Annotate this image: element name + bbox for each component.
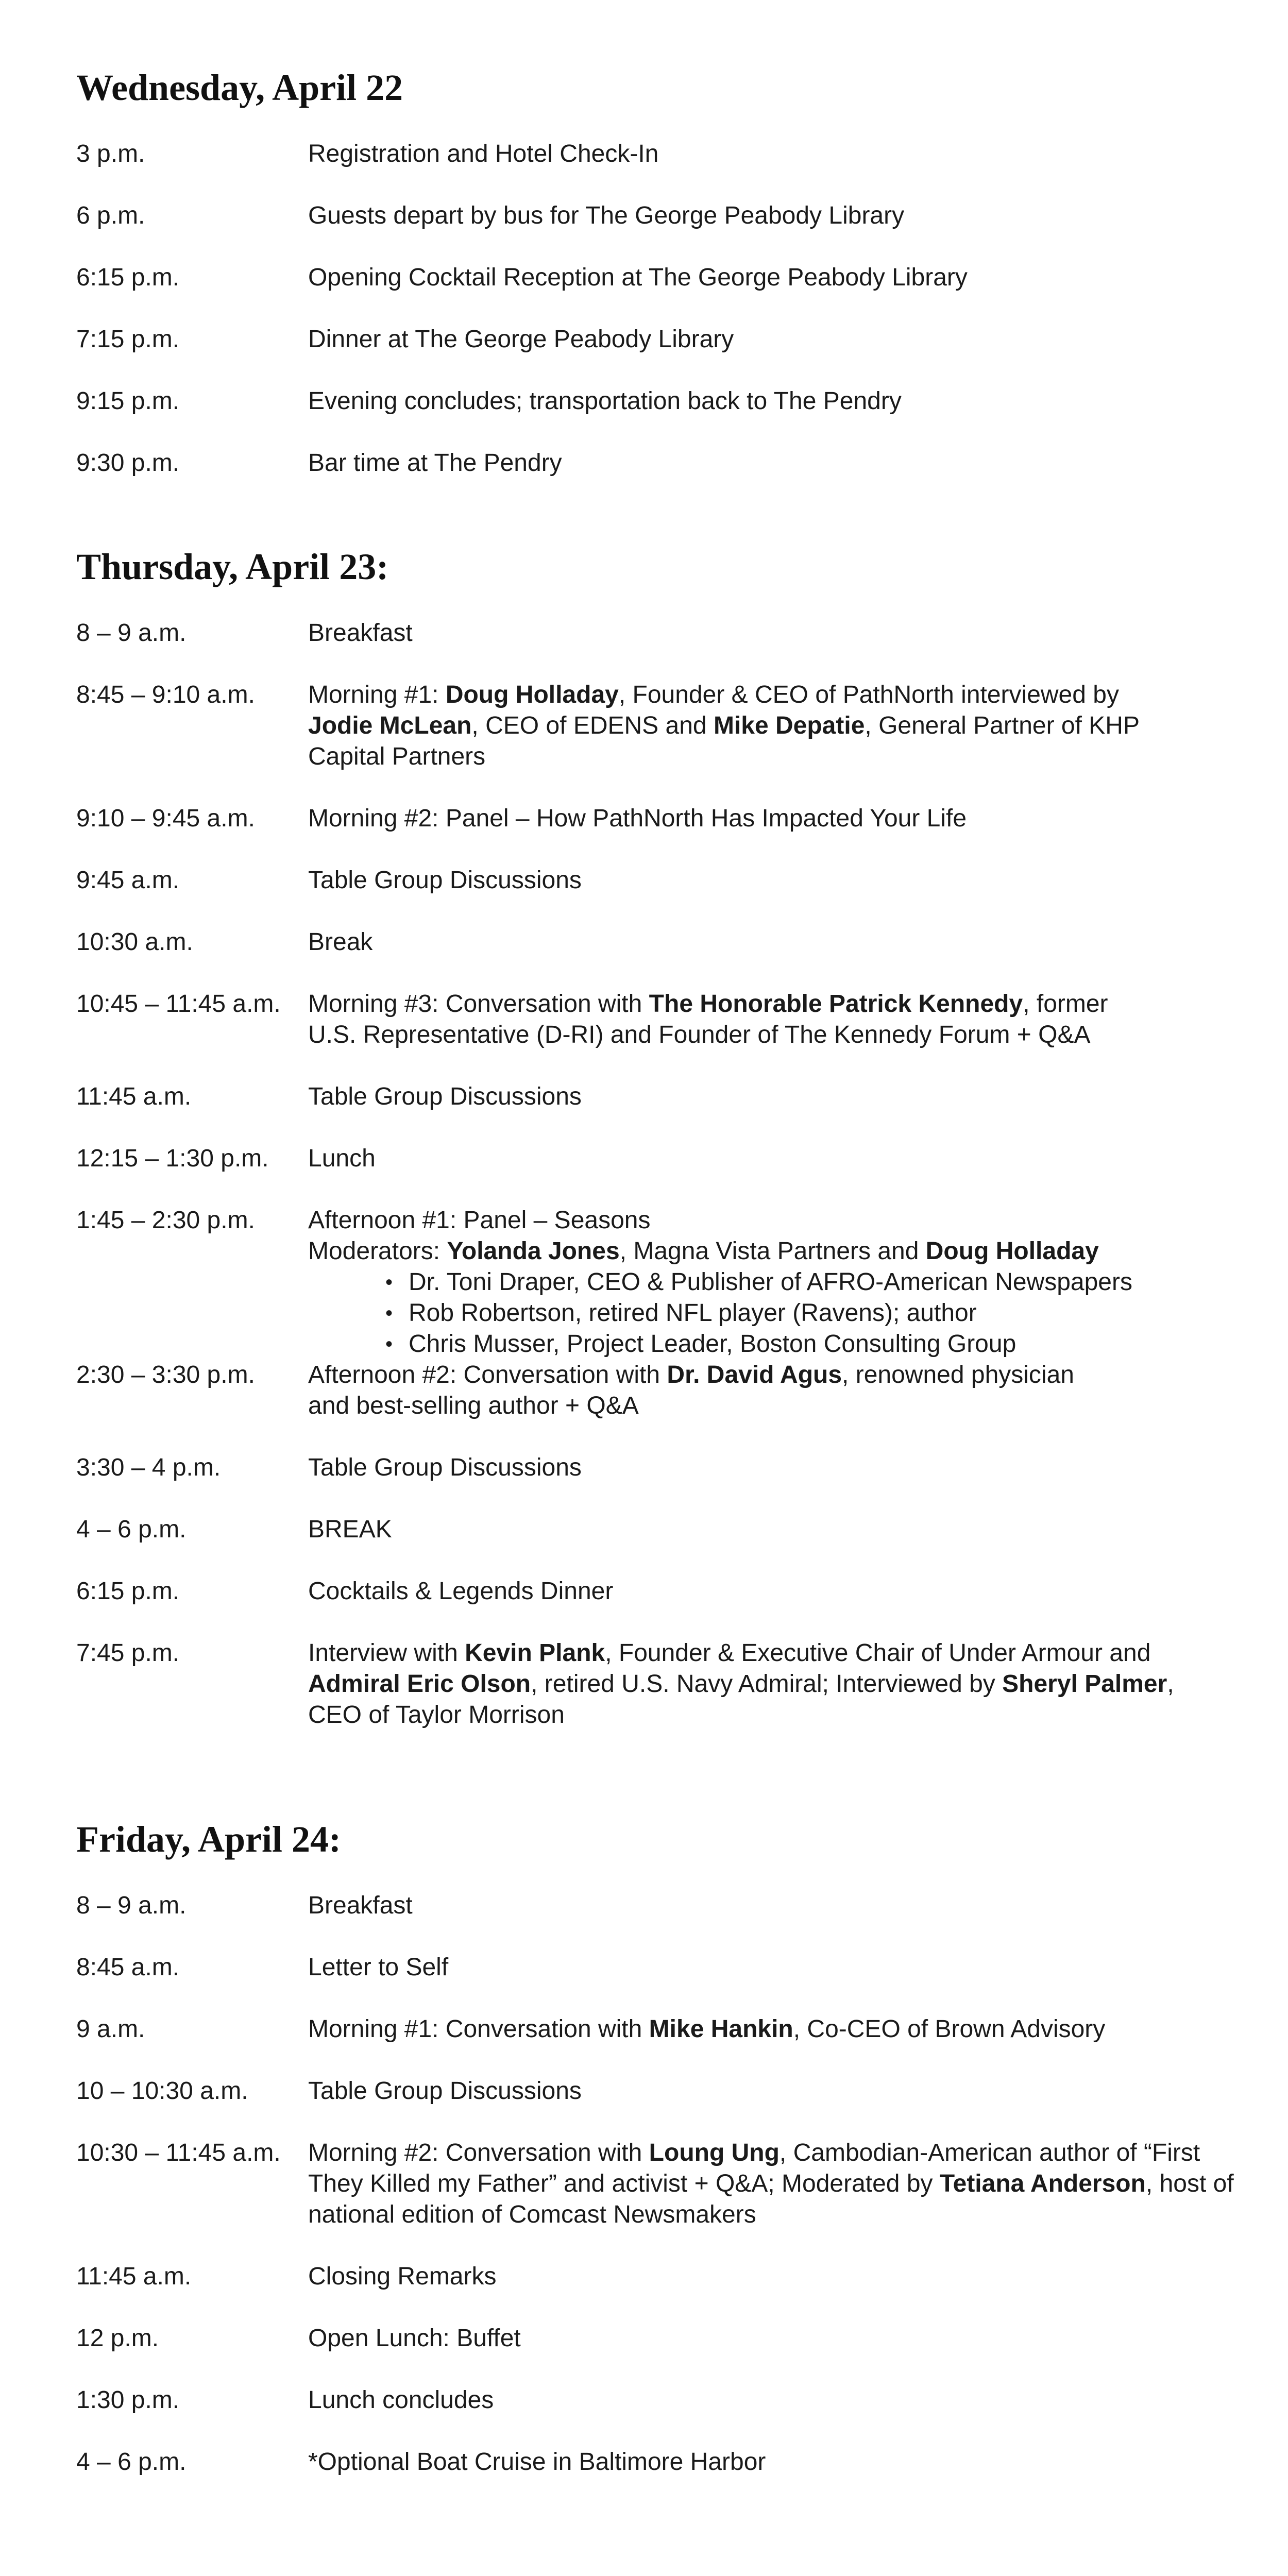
text-segment: , Founder & CEO of PathNorth interviewed by	[618, 681, 1119, 708]
event-text: Morning #2: Panel – How PathNorth Has Impacted Your Life	[308, 805, 967, 832]
agenda-row	[76, 803, 1235, 834]
time-label: 9 a.m.	[76, 2015, 145, 2043]
agenda-row	[76, 2323, 1235, 2354]
event-text	[308, 680, 1168, 772]
text-segment: Morning #1:	[308, 681, 446, 708]
event-text: Evening concludes; transportation back to The Pendry	[308, 387, 902, 415]
agenda-row	[76, 1890, 1235, 1921]
panelist-item: • Dr. Toni Draper, CEO & Publisher of AFRO-American Newspapers	[308, 1267, 1235, 1298]
event-text: Dinner at The George Peabody Library	[308, 326, 734, 353]
day-friday	[76, 1816, 1235, 2476]
speaker-name: Mike Hankin	[649, 2015, 793, 2043]
event-text: Table Group Discussions	[308, 1083, 582, 1110]
event-text: Breakfast	[308, 1892, 413, 1919]
day-thursday	[76, 544, 1235, 1728]
day-heading: Thursday, April 23:	[76, 546, 389, 587]
time-label: 9:10 – 9:45 a.m.	[76, 805, 255, 832]
event-text	[308, 1205, 1235, 1360]
time-label: 10:30 – 11:45 a.m.	[76, 2139, 281, 2166]
text-segment: , former U.S. Representative (D-RI) and Founder of The Kennedy Forum + Q&A	[308, 990, 1108, 1048]
agenda-row	[76, 139, 658, 170]
text-segment: , CEO of EDENS and	[471, 712, 714, 739]
time-label: 3 p.m.	[76, 140, 145, 167]
agenda-row	[76, 2385, 1235, 2416]
agenda-row	[76, 1452, 1235, 1483]
speaker-name: Admiral Eric Olson	[308, 1670, 531, 1698]
agenda-row	[76, 386, 902, 417]
event-text: Table Group Discussions	[308, 2077, 582, 2105]
time-label: 1:30 p.m.	[76, 2386, 180, 2414]
event-text	[308, 1360, 1112, 1421]
time-label: 4 – 6 p.m.	[76, 1516, 187, 1543]
agenda-row	[76, 2014, 1235, 2045]
agenda-row	[76, 324, 734, 355]
speaker-name: Sheryl Palmer	[1002, 1670, 1167, 1698]
day-heading: Friday, April 24:	[76, 1819, 342, 1860]
event-text: Guests depart by bus for The George Peabody Library	[308, 202, 905, 229]
event-text: *Optional Boat Cruise in Baltimore Harbor	[308, 2448, 766, 2476]
day-heading: Wednesday, April 22	[76, 67, 403, 108]
moderators-line	[308, 1236, 1235, 1267]
agenda-row	[76, 927, 1235, 958]
agenda-row	[76, 1576, 1235, 1607]
text-segment: , host of national edition of Comcast Newsmakers	[308, 2170, 1234, 2228]
text-segment: Interview with	[308, 1639, 465, 1667]
time-label: 3:30 – 4 p.m.	[76, 1454, 221, 1481]
time-label: 9:30 p.m.	[76, 449, 180, 477]
speaker-name: Doug Holladay	[925, 1238, 1099, 1265]
time-label: 6 p.m.	[76, 202, 145, 229]
text-segment: , renowned physician and best-selling author + Q&A	[308, 1361, 1074, 1419]
text-segment: , Founder & Executive Chair of Under Armour and	[605, 1639, 1151, 1667]
agenda-row	[76, 200, 904, 231]
agenda-row	[76, 989, 1235, 1050]
panelist-item: • Rob Robertson, retired NFL player (Ravens); author	[308, 1298, 1235, 1329]
text-segment: , Co-CEO of Brown Advisory	[793, 2015, 1106, 2043]
speaker-name: The Honorable Patrick Kennedy	[649, 990, 1023, 1018]
speaker-name: Doug Holladay	[445, 681, 619, 708]
time-label: 2:30 – 3:30 p.m.	[76, 1361, 255, 1388]
time-label: 9:45 a.m.	[76, 867, 180, 894]
text-segment: , General Partner of KHP Capital Partners	[308, 712, 1140, 770]
time-label: 6:15 p.m.	[76, 264, 180, 291]
text-segment: , Magna Vista Partners and	[619, 1238, 926, 1265]
time-label: 4 – 6 p.m.	[76, 2448, 187, 2476]
agenda-row	[76, 1205, 1235, 1360]
speaker-name: Jodie McLean	[308, 712, 472, 739]
event-text: Registration and Hotel Check-In	[308, 140, 659, 167]
text-segment: Morning #3: Conversation with	[308, 990, 649, 1018]
time-label: 10 – 10:30 a.m.	[76, 2077, 248, 2105]
agenda-row	[76, 2447, 1235, 2478]
text-segment: Morning #1: Conversation with	[308, 2015, 649, 2043]
text-segment: Afternoon #2: Conversation with	[308, 1361, 667, 1388]
time-label: 12 p.m.	[76, 2325, 159, 2352]
time-label: 10:45 – 11:45 a.m.	[76, 990, 281, 1018]
agenda-row	[76, 865, 1235, 896]
agenda-row	[76, 1360, 1235, 1421]
text-segment: Morning #2: Conversation with	[308, 2139, 649, 2166]
text-segment: , CEO of Taylor Morrison	[308, 1670, 1174, 1728]
agenda-row	[76, 1081, 1235, 1112]
time-label: 7:45 p.m.	[76, 1639, 180, 1667]
event-text	[308, 2138, 1235, 2230]
time-label: 11:45 a.m.	[76, 2263, 192, 2290]
text-segment: , Cambodian-American author of “First They Killed my Father” and activist + Q&A; Moderated by	[308, 2139, 1200, 2197]
event-text: Closing Remarks	[308, 2263, 497, 2290]
time-label: 12:15 – 1:30 p.m.	[76, 1145, 269, 1172]
agenda-row	[76, 2261, 1235, 2292]
speaker-name: Yolanda Jones	[447, 1238, 620, 1265]
event-text: Cocktails & Legends Dinner	[308, 1578, 614, 1605]
time-label: 11:45 a.m.	[76, 1083, 192, 1110]
agenda-row	[76, 1514, 1235, 1545]
time-label: 8:45 – 9:10 a.m.	[76, 681, 255, 708]
event-text: Letter to Self	[308, 1954, 449, 1981]
agenda-row	[76, 2138, 1235, 2230]
event-text: Breakfast	[308, 619, 413, 647]
event-text: Bar time at The Pendry	[308, 449, 562, 477]
event-text	[308, 2014, 1235, 2045]
event-text: Lunch concludes	[308, 2386, 494, 2414]
session-title: Afternoon #1: Panel – Seasons	[308, 1207, 651, 1234]
event-text: Table Group Discussions	[308, 1454, 582, 1481]
time-label: 9:15 p.m.	[76, 387, 180, 415]
event-text: Opening Cocktail Reception at The George Peabody Library	[308, 264, 968, 291]
agenda-row	[76, 2076, 1235, 2107]
event-text: Open Lunch: Buffet	[308, 2325, 521, 2352]
speaker-name: Loung Ung	[649, 2139, 779, 2166]
speaker-name: Tetiana Anderson	[939, 2170, 1146, 2197]
agenda-row	[76, 1952, 1235, 1983]
time-label: 8:45 a.m.	[76, 1954, 180, 1981]
agenda-row	[76, 448, 562, 479]
speaker-name: Kevin Plank	[465, 1639, 605, 1667]
time-label: 1:45 – 2:30 p.m.	[76, 1207, 255, 1234]
panelist-list	[308, 1267, 1235, 1360]
speaker-name: Mike Depatie	[713, 712, 865, 739]
time-label: 8 – 9 a.m.	[76, 619, 187, 647]
event-text: Break	[308, 928, 373, 956]
agenda-row	[76, 680, 1235, 772]
event-text: Lunch	[308, 1145, 376, 1172]
panelist-item: • Chris Musser, Project Leader, Boston Consulting Group	[308, 1329, 1235, 1360]
event-text	[308, 1638, 1205, 1731]
time-label: 7:15 p.m.	[76, 326, 180, 353]
speaker-name: Dr. David Agus	[667, 1361, 842, 1388]
day-wednesday	[76, 64, 1235, 477]
time-label: 10:30 a.m.	[76, 928, 193, 956]
event-text: Table Group Discussions	[308, 867, 582, 894]
text-segment: Moderators:	[308, 1238, 447, 1265]
agenda-row	[76, 618, 1235, 649]
time-label: 8 – 9 a.m.	[76, 1892, 187, 1919]
text-segment: , retired U.S. Navy Admiral; Interviewed by	[531, 1670, 1003, 1698]
time-label: 6:15 p.m.	[76, 1578, 180, 1605]
agenda-row	[76, 1638, 1235, 1731]
event-text	[308, 989, 1112, 1050]
agenda-row	[76, 1143, 1235, 1174]
agenda-row	[76, 262, 968, 293]
event-text: BREAK	[308, 1516, 392, 1543]
